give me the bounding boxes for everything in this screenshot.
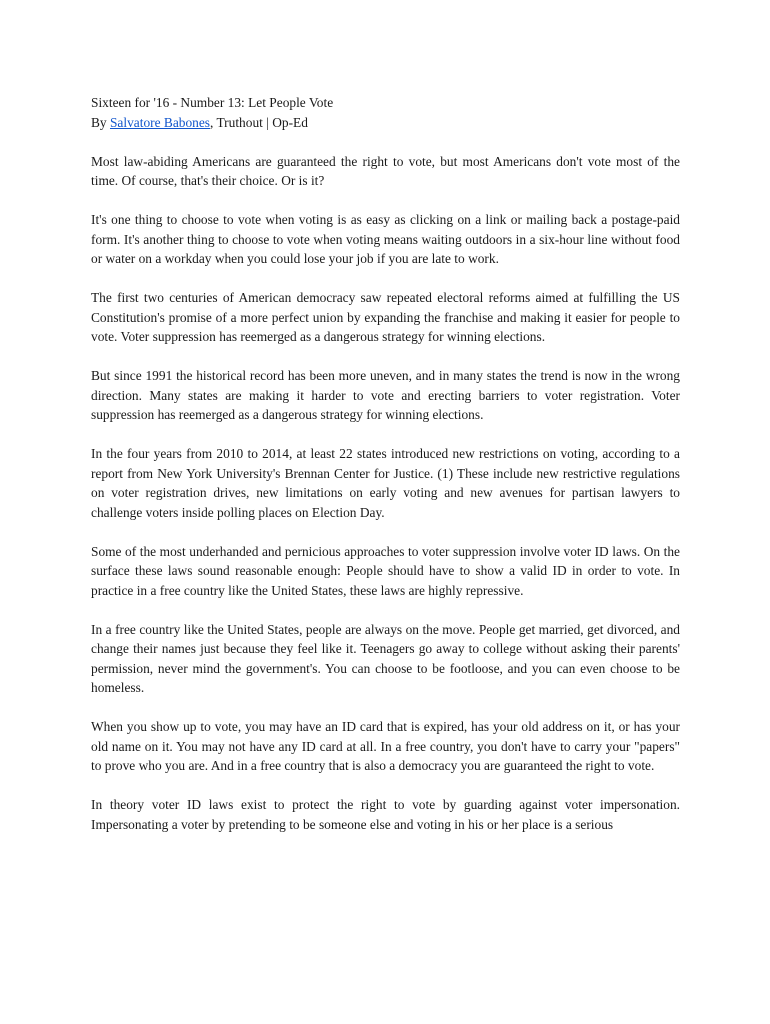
article-body bbox=[91, 152, 680, 835]
paragraph-3: The first two centuries of American democracy saw repeated electoral reforms aimed at fulfilling the US Constitution's promise of a more perfect union by expanding the franchise and making it easier for people to vote. Voter suppression has reemerged as a dangerous strategy for winning elections. bbox=[91, 290, 680, 344]
paragraph-8: When you show up to vote, you may have an ID card that is expired, has your old address on it, or has your old name on it. You may not have any ID card at all. In a free country, you don't have to carry your "papers" to prove who you are. And in a free country that is also a democracy you are guaranteed the right to vote. bbox=[91, 719, 680, 773]
paragraph-1: Most law-abiding Americans are guaranteed the right to vote, but most Americans don't vote most of the time. Of course, that's their choice. Or is it? bbox=[91, 153, 680, 188]
paragraph-6: Some of the most underhanded and pernicious approaches to voter suppression involve voter ID laws. On the surface these laws sound reasonable enough: People should have to show a valid ID in order to vote. In practice in a free country like the United States, these laws are highly repressive. bbox=[91, 543, 680, 598]
paragraph-9: In theory voter ID laws exist to protect the right to vote by guarding against voter impersonation. Impersonating a voter by pretending to be someone else and voting in his or her place is a serious bbox=[91, 797, 680, 832]
article-title: Sixteen for '16 - Number 13: Let People Vote bbox=[91, 95, 334, 110]
author-link[interactable]: Salvatore Babones bbox=[109, 114, 211, 130]
byline-suffix: , Truthout | Op-Ed bbox=[210, 114, 308, 130]
paragraph-2: It's one thing to choose to vote when voting is as easy as clicking on a link or mailing back a postage-paid form. It's another thing to choose to vote when voting means waiting outdoors in a six-hour line without food or water on a workday when you could lose your job if you are late to work. bbox=[91, 212, 680, 266]
paragraph-5: In the four years from 2010 to 2014, at least 22 states introduced new restrictions on voting, according to a report from New York University's Brennan Center for Justice. (1) These include new restrictive regulations on voter registration drives, new limitations on early voting and new avenues for partisan lawyers to challenge voters inside polling places on Election Day. bbox=[91, 446, 680, 520]
article-byline bbox=[91, 113, 680, 133]
document-page bbox=[91, 93, 680, 854]
paragraph-7: In a free country like the United States, people are always on the move. People get married, get divorced, and change their names just because they feel like it. Teenagers go away to college without asking their parents' permission, never mind the government's. You can choose to be footloose, and you can even choose to be homeless. bbox=[91, 621, 680, 695]
byline-prefix: By bbox=[91, 114, 110, 130]
paragraph-4: But since 1991 the historical record has been more uneven, and in many states the trend is now in the wrong direction. Many states are making it harder to vote and erecting barriers to voter registration. Voter suppression has reemerged as a dangerous strategy for winning elections. bbox=[91, 368, 680, 422]
